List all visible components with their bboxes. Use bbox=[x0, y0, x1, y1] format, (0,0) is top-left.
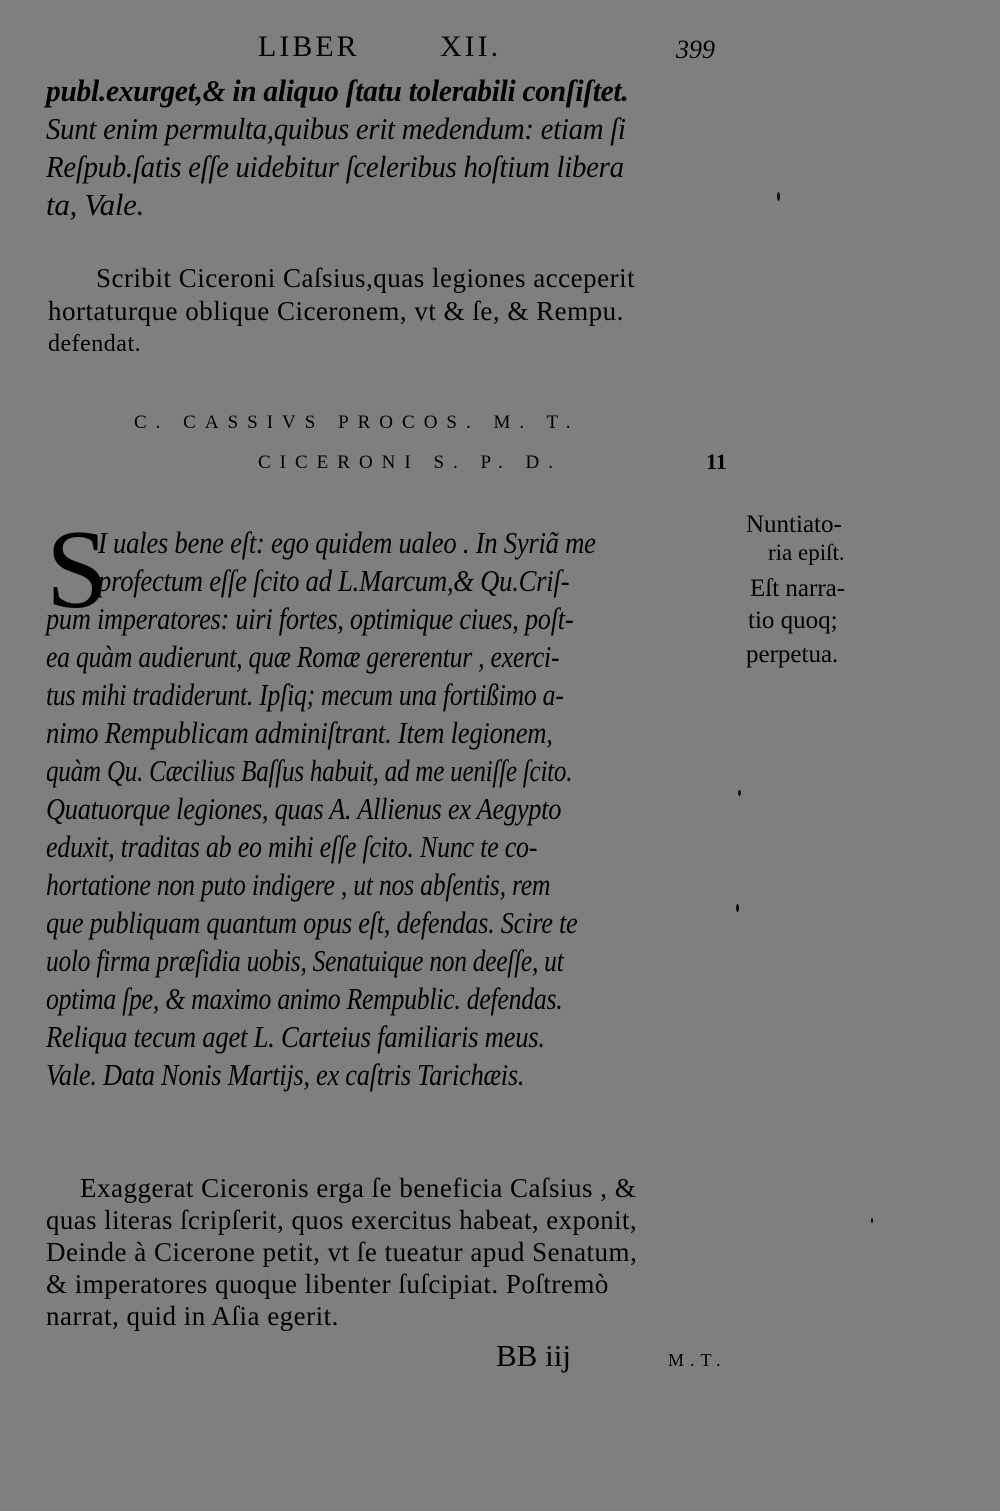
running-title: LIBER bbox=[258, 30, 360, 63]
text-line: Scribit Ciceroni Caſsius,quas legiones acceperit bbox=[96, 263, 636, 293]
text-line: pum imperatores: uiri fortes, optimique ciues, poſt- bbox=[46, 601, 574, 636]
signature-mark: BB iij bbox=[496, 1338, 571, 1373]
catchword: M.T. bbox=[668, 1350, 727, 1370]
text-line: Reliqua tecum aget L. Carteius familiaris meus. bbox=[46, 1019, 545, 1054]
argument-summary bbox=[48, 262, 748, 372]
text-line: Reſpub.ſatis eſſe uidebitur ſceleribus hoſtium libera bbox=[46, 149, 624, 184]
drop-cap: S bbox=[46, 508, 109, 632]
book-number: XII. bbox=[440, 30, 502, 63]
text-line: profectum eſſe ſcito ad L.Marcum,& Qu.Criſ- bbox=[98, 563, 570, 598]
text-line: publ.exurget,& in aliquo ſtatu tolerabili conſiſtet. bbox=[46, 73, 629, 108]
text-line: tus mihi tradiderunt. Ipſiq; mecum una fortißimo a- bbox=[46, 677, 564, 712]
text-line: ea quàm audierunt, quæ Romæ gererentur , exerci- bbox=[46, 639, 560, 674]
text-line: hortatione non puto indigere , ut nos abſentis, rem bbox=[46, 867, 551, 902]
margin-line: Eſt narra- bbox=[750, 575, 846, 602]
page-number: 399 bbox=[676, 35, 715, 64]
ink-speck bbox=[777, 192, 780, 201]
salutation-line-1: C. CASSIVS PROCOS. M. T. bbox=[134, 412, 580, 433]
ink-speck bbox=[736, 904, 739, 912]
text-line: ta, Vale. bbox=[46, 187, 145, 222]
previous-letter-ending bbox=[46, 72, 746, 242]
text-line: Sunt enim permulta,quibus erit medendum: etiam ſi bbox=[46, 111, 626, 146]
salutation-line-2: CICERONI S. P. D. bbox=[258, 452, 562, 473]
margin-line: Nuntiato- bbox=[746, 511, 842, 538]
margin-line: ria epiſt. bbox=[768, 540, 845, 565]
text-line: narrat, quid in Aſia egerit. bbox=[46, 1301, 339, 1331]
ink-speck bbox=[738, 790, 741, 796]
marginal-note bbox=[746, 510, 886, 680]
text-line: que publiquam quantum opus eſt, defendas. Scire te bbox=[46, 905, 578, 940]
text-line: hortaturque oblique Ciceronem, vt & ſe, & Rempu. bbox=[48, 296, 624, 326]
text-line: defendat. bbox=[48, 331, 142, 357]
text-line: Exaggerat Ciceronis erga ſe beneficia Caſsius , & bbox=[80, 1173, 637, 1203]
text-line: uolo firma præſidia uobis, Senatuique non deeſſe, ut bbox=[46, 943, 564, 978]
text-line: Vale. Data Nonis Martijs, ex caſtris Tarichæis. bbox=[46, 1057, 525, 1092]
text-line: optima ſpe, & maximo animo Rempublic. defendas. bbox=[46, 981, 563, 1016]
text-line: Deinde à Cicerone petit, vt ſe tueatur apud Senatum, bbox=[46, 1237, 638, 1267]
text-line: nimo Rempublicam adminiſtrant. Item legionem, bbox=[46, 715, 553, 750]
margin-line: perpetua. bbox=[746, 641, 839, 668]
ink-speck bbox=[871, 1218, 873, 1223]
letter-number: 11 bbox=[706, 449, 727, 474]
text-line: I uales bene eſt: ego quidem ualeo . In Syriã me bbox=[98, 525, 596, 560]
text-line: Quatuorque legiones, quas A. Allienus ex Aegypto bbox=[46, 791, 562, 826]
letter-body bbox=[46, 524, 746, 1114]
argument-summary-next bbox=[46, 1172, 746, 1342]
text-line: eduxit, traditas ab eo mihi eſſe ſcito. Nunc te co- bbox=[46, 829, 538, 864]
text-line: quàm Qu. Cæcilius Baſſus habuit, ad me ueniſſe ſcito. bbox=[46, 753, 573, 788]
text-line: & imperatores quoque libenter ſuſcipiat. Poſtremò bbox=[46, 1269, 609, 1299]
margin-line: tio quoq; bbox=[748, 607, 838, 634]
text-line: quas literas ſcripſerit, quos exercitus habeat, exponit, bbox=[46, 1205, 638, 1235]
